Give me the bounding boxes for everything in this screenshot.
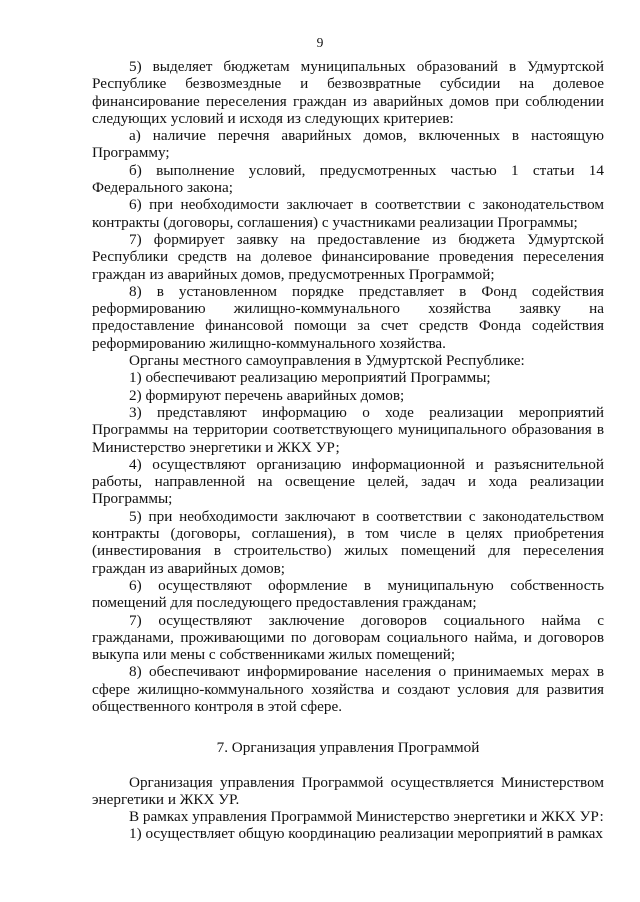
paragraph: 8) обеспечивают информирование населения о принимаемых мерах в сфере жилищно-коммунального хозяйства и создают условия для развития общественного контроля в этой сфере. — [92, 663, 604, 715]
paragraph: 1) осуществляет общую координацию реализации мероприятий в рамках — [129, 825, 604, 843]
paragraph: 5) выделяет бюджетам муниципальных образований в Удмуртской Республике безвозмездные и безвозвратные субсидии на долевое финансирование переселения граждан из аварийных домов при соблюдении следующих условий и исходя из следующих критериев: — [92, 58, 604, 127]
paragraph: 7) формирует заявку на предоставление из бюджета Удмуртской Республики средств на долевое финансирование проведения переселения граждан из аварийных домов, предусмотренных Программой; — [92, 230, 604, 283]
page-number: 9 — [316, 35, 324, 50]
paragraph: а) наличие перечня аварийных домов, включенных в настоящую Программу; — [92, 127, 604, 162]
paragraph: 6) осуществляют оформление в муниципальную собственность помещений для последующего предоставления гражданам; — [92, 576, 604, 612]
paragraph: Органы местного самоуправления в Удмуртской Республике: — [129, 352, 525, 370]
paragraph: Организация управления Программой осуществляется Министерством энергетики и ЖКХ УР. — [92, 773, 604, 808]
document-body — [92, 58, 604, 843]
section-heading: 7. Организация управления Программой — [216, 739, 480, 757]
paragraph: 6) при необходимости заключает в соответствии с законодательством контракты (договоры, соглашения) с участниками реализации Программы; — [92, 196, 604, 231]
paragraph: 7) осуществляют заключение договоров социального найма с гражданами, проживающими по договорам социального найма, и договоров выкупа или мены с собственниками жилых помещений; — [92, 611, 604, 664]
paragraph: 4) осуществляют организацию информационной и разъяснительной работы, направленной на освещение целей, задач и хода реализации Программы; — [92, 455, 604, 508]
paragraph: 1) обеспечивают реализацию мероприятий Программы; — [129, 369, 491, 387]
paragraph: 2) формируют перечень аварийных домов; — [129, 386, 405, 404]
paragraph: 8) в установленном порядке представляет в Фонд содействия реформированию жилищно-коммунального хозяйства заявку на предоставление финансовой помощи за счет средств Фонда содействия реформированию жилищно-коммунального хозяйства. — [92, 282, 604, 352]
paragraph: 5) при необходимости заключают в соответствии с законодательством контракты (договоры, соглашения), в том числе в целях приобретения (инвестирования в строительство) жилых помещений для переселения граждан из аварийных домов; — [92, 507, 604, 577]
paragraph: 3) представляют информацию о ходе реализации мероприятий Программы на территории соответствующего муниципального образования в Министерство энергетики и ЖКХ УР; — [92, 403, 604, 456]
paragraph: б) выполнение условий, предусмотренных частью 1 статьи 14 Федерального закона; — [92, 161, 604, 197]
paragraph: В рамках управления Программой Министерство энергетики и ЖКХ УР: — [129, 808, 604, 826]
